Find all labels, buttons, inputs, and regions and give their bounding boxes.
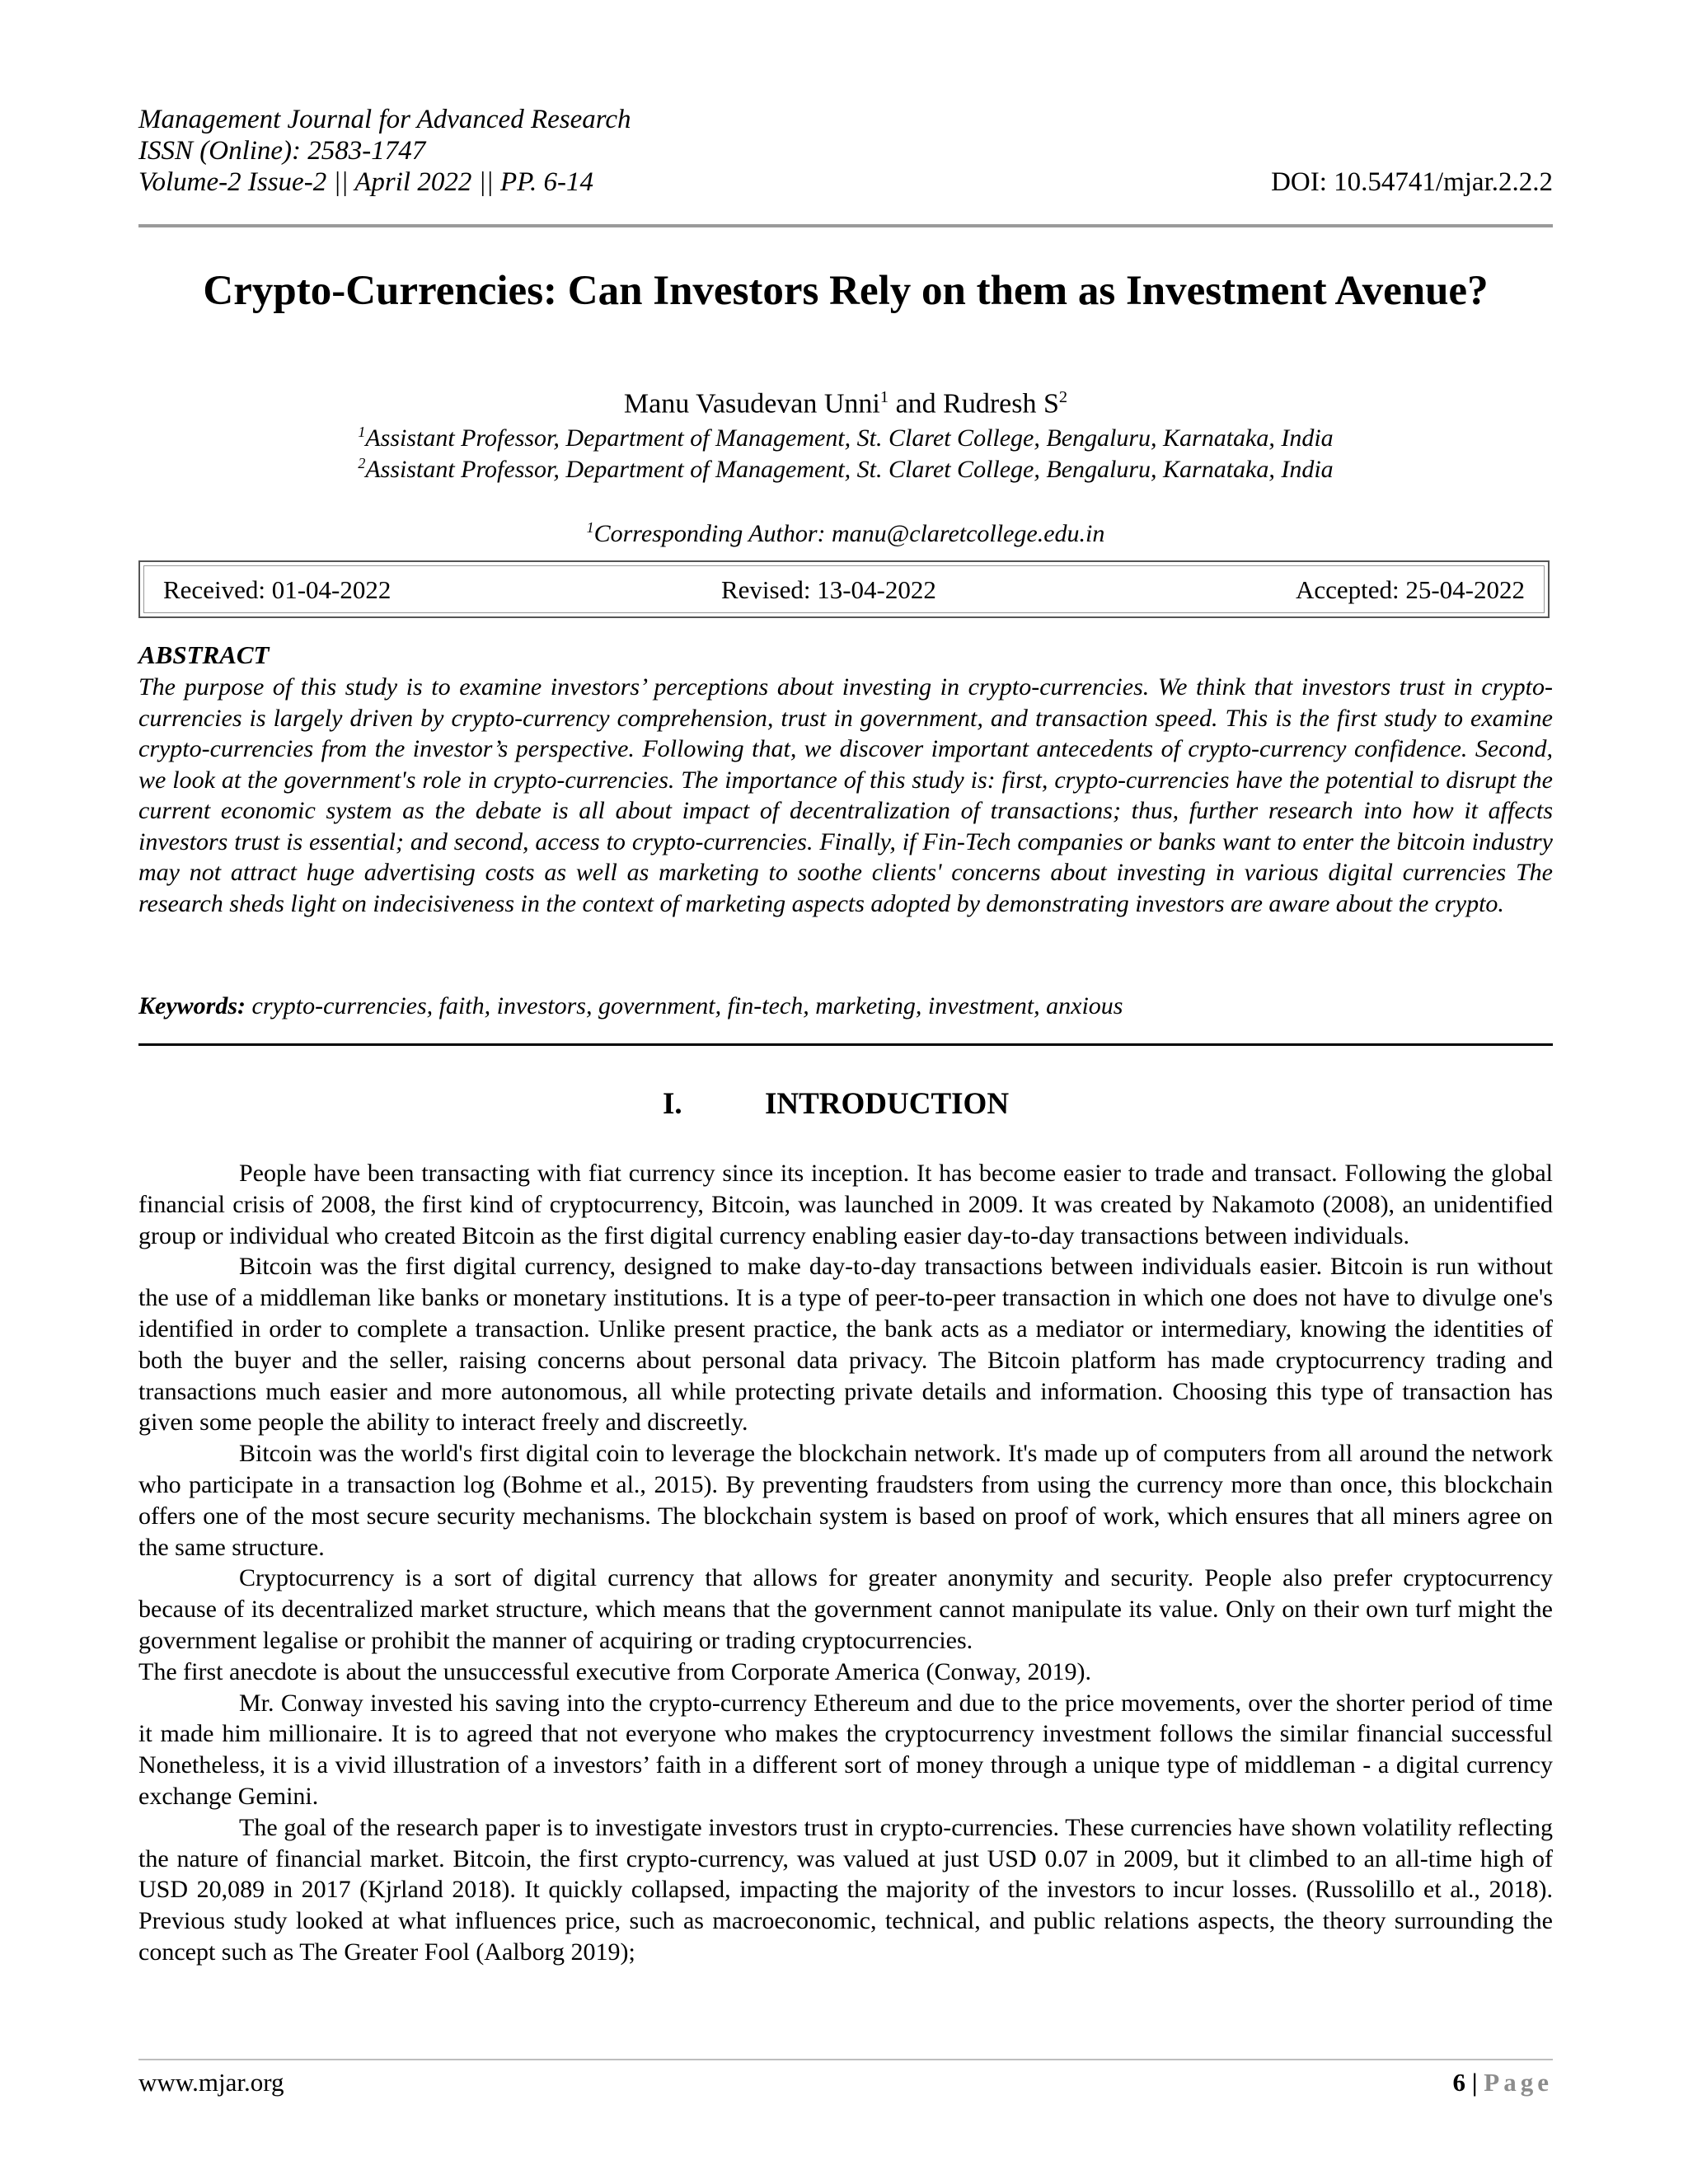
- author-name: Manu Vasudevan Unni: [623, 388, 880, 419]
- received-date: Received: 01-04-2022: [163, 575, 392, 604]
- corresponding-sup: 1: [586, 519, 594, 536]
- footer-page-number: [1452, 2068, 1553, 2097]
- footer-divider: [138, 2059, 1553, 2060]
- paragraph: Cryptocurrency is a sort of digital currency that allows for greater anonymity and security. People also prefer cryptocurrency because of its decentralized market structure, which means that the government cannot manipulate its value. Only on their own turf might the government legalise or prohibit the manner of acquiring or trading cryptocurrencies.: [138, 1564, 1553, 1654]
- dates-box: [138, 560, 1550, 618]
- accepted-date: Accepted: 25-04-2022: [1295, 575, 1525, 604]
- paper-title: Crypto-Currencies: Can Investors Rely on them as Investment Avenue?: [203, 268, 1489, 314]
- affiliation-2: [138, 448, 1553, 485]
- affiliation-sup: 1: [358, 424, 366, 440]
- author-joiner: and: [889, 388, 944, 419]
- revised-date: Revised: 13-04-2022: [721, 575, 936, 604]
- section-divider: [138, 1043, 1553, 1046]
- journal-volume: Volume-2 Issue-2 || April 2022 || PP. 6-14: [138, 167, 594, 197]
- paragraph: Bitcoin was the first digital currency, designed to make day-to-day transactions between individuals easier. Bitcoin is run without the use of a middleman like banks or monetary institutions. It is a type of peer-to-peer transaction in which one does not have to divulge one's identified in order to complete a transaction. Unlike present practice, the bank acts as a mediator or intermediary, knowing the identities of both the buyer and the seller, raising concerns about personal data privacy. The Bitcoin platform has made cryptocurrency trading and transactions much easier and more autonomous, all while protecting private details and information. Choosing this type of transaction has given some people the ability to interact freely and discreetly.: [138, 1253, 1553, 1436]
- affiliation-text: Assistant Professor, Department of Management, St. Claret College, Bengaluru, Karnataka, India: [365, 456, 1334, 483]
- corresponding-author: [138, 513, 1553, 549]
- abstract-text: The purpose of this study is to examine investors’ perceptions about investing in crypto-currencies. We think that investors trust in crypto-currencies is largely driven by crypto-currency comprehension, trust in government, and transaction speed. This is the first study to examine crypto-currencies from the investor’s perspective. Following that, we discover important antecedents of crypto-currency confidence. Second, we look at the government's role in crypto-currencies. The importance of this study is: first, crypto-currencies have the potential to disrupt the current economic system as the debate is all about impact of decentralization of transactions; thus, further research into how it affects investors trust is essential; and second, access to crypto-currencies. Finally, if Fin-Tech companies or banks want to enter the bitcoin industry may not attract huge advertising costs as well as marketing to soothe clients' concerns about investing in various digital currencies The research sheds light on indecisiveness in the context of marketing aspects adopted by demonstrating investors are aware about the crypto.: [138, 673, 1553, 917]
- corresponding-text[interactable]: Corresponding Author: manu@claretcollege.edu.in: [593, 520, 1105, 547]
- header-divider: [138, 224, 1553, 227]
- paragraph: Mr. Conway invested his saving into the crypto-currency Ethereum and due to the price movements, over the shorter period of time it made him millionaire. It is to agreed that not everyone who makes the cryptocurrency investment follows the similar financial successful Nonetheless, it is a vivid illustration of a investors’ faith in a different sort of money through a unique type of middleman - a digital currency exchange Gemini.: [138, 1689, 1553, 1810]
- paragraph: The first anecdote is about the unsuccessful executive from Corporate America (Conway, 2019).: [138, 1657, 1092, 1685]
- journal-header: [138, 104, 1553, 198]
- body-text: [138, 1158, 1553, 1968]
- journal-issn: ISSN (Online): 2583-1747: [138, 136, 426, 166]
- footer-website[interactable]: www.mjar.org: [138, 2068, 284, 2097]
- keywords-label: Keywords:: [138, 992, 246, 1019]
- author-name: Rudresh S: [943, 388, 1059, 419]
- page-label: Page: [1484, 2068, 1553, 2097]
- keywords-list: crypto-currencies, faith, investors, government, fin-tech, marketing, investment, anxious: [246, 992, 1123, 1019]
- author-line: [138, 381, 1553, 420]
- section-title: INTRODUCTION: [765, 1087, 1010, 1121]
- section-number: I.: [663, 1087, 682, 1121]
- affiliation-sup: 2: [358, 455, 366, 471]
- author-sup: 1: [879, 388, 889, 406]
- abstract-heading: ABSTRACT: [138, 640, 270, 669]
- paragraph: The goal of the research paper is to investigate investors trust in crypto-currencies. These currencies have shown volatility reflecting the nature of financial market. Bitcoin, the first crypto-currency, was valued at just USD 0.07 in 2009, but it climbed to an all-time high of USD 20,089 in 2017 (Kjrland 2018). It quickly collapsed, impacting the majority of the investors to incur losses. (Russolillo et al., 2018). Previous study looked at what influences price, such as macroeconomic, technical, and public relations aspects, the theory surrounding the concept such as The Greater Fool (Aalborg 2019);: [138, 1813, 1553, 1966]
- doi-link[interactable]: DOI: 10.54741/mjar.2.2.2: [1271, 167, 1553, 197]
- journal-name: Management Journal for Advanced Research: [138, 105, 631, 134]
- page-number: 6: [1452, 2068, 1465, 2097]
- keywords: [138, 991, 1553, 1021]
- affiliation-text: Assistant Professor, Department of Management, St. Claret College, Bengaluru, Karnataka, India: [365, 424, 1334, 452]
- paragraph: People have been transacting with fiat currency since its inception. It has become easier to trade and transact. Following the global financial crisis of 2008, the first kind of cryptocurrency, Bitcoin, was launched in 2009. It was created by Nakamoto (2008), an unidentified group or individual who created Bitcoin as the first digital currency enabling easier day-to-day transactions between individuals.: [138, 1160, 1553, 1249]
- paragraph: Bitcoin was the world's first digital coin to leverage the blockchain network. It's made up of computers from all around the network who participate in a transaction log (Bohme et al., 2015). By preventing fraudsters from using the currency more than once, this blockchain offers one of the most secure security mechanisms. The blockchain system is based on proof of work, which ensures that all miners agree on the same structure.: [138, 1440, 1553, 1561]
- page-separator: |: [1465, 2068, 1484, 2097]
- author-sup: 2: [1058, 388, 1068, 406]
